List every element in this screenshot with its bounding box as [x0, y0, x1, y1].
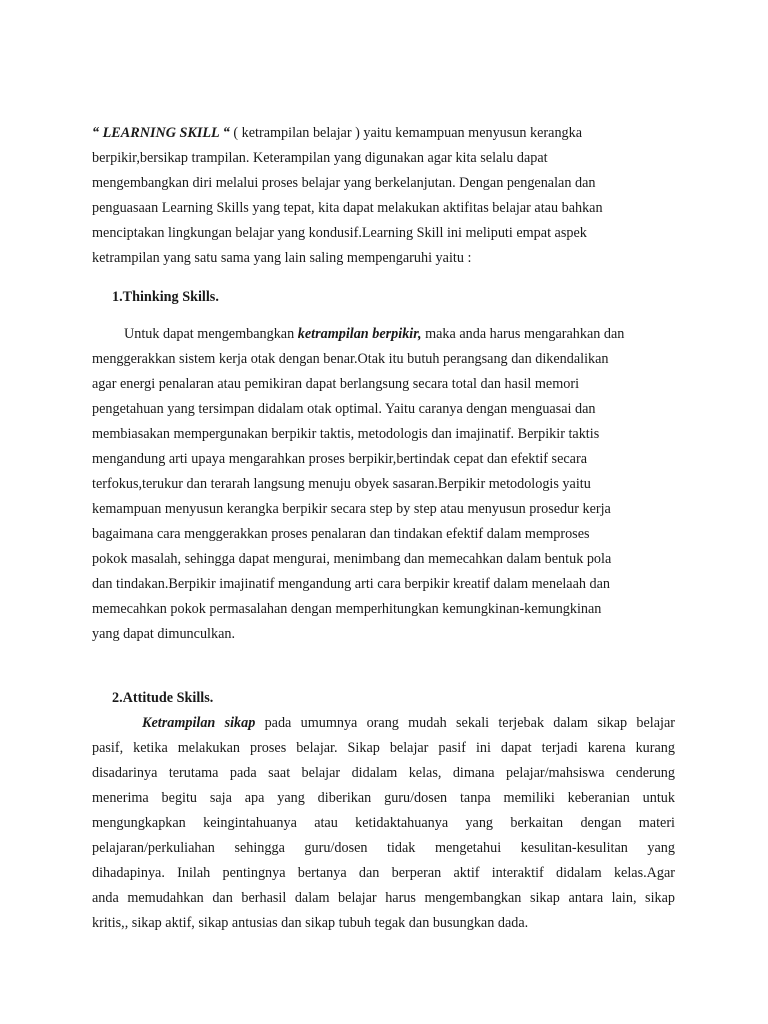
learning-skill-term: “ LEARNING SKILL “: [92, 125, 230, 141]
attitude-line-2: pasif, ketika melakukan proses belajar. Sikap belajar pasif ini dapat terjadi karena kurang: [92, 740, 675, 756]
attitude-line-5: mengungkapkan keingintahuanya atau ketidaktahuanya yang berkaitan dengan materi: [92, 815, 675, 831]
thinking-line-10: pokok masalah, sehingga dapat mengurai, menimbang dan memecahkan dalam bentuk pola: [92, 551, 612, 567]
thinking-line-12: memecahkan pokok permasalahan dengan memperhitungkan kemungkinan-kemungkinan: [92, 601, 602, 617]
ketrampilan-berpikir-emphasis: ketrampilan berpikir,: [297, 326, 422, 342]
intro-line-1: [92, 124, 582, 142]
thinking-line-5: membiasakan mempergunakan berpikir taktis, metodologis dan imajinatif. Berpikir taktis: [92, 426, 600, 442]
intro-line-2: berpikir,bersikap trampilan. Keterampilan yang digunakan agar kita selalu dapat: [92, 150, 548, 166]
attitude-line-3: disadarinya terutama pada saat belajar didalam kelas, dimana pelajar/mahsiswa cenderung: [92, 765, 675, 781]
thinking-line-1-end: maka anda harus mengarahkan dan: [421, 326, 625, 342]
thinking-line-1-start: Untuk dapat mengembangkan: [124, 326, 298, 342]
intro-line-6: ketrampilan yang satu sama yang lain saling mempengaruhi yaitu :: [92, 250, 472, 266]
attitude-line-9: kritis,, sikap aktif, sikap antusias dan sikap tubuh tegak dan busungkan dada.: [92, 915, 529, 931]
section-heading-attitude-skills: 2.Attitude Skills.: [112, 690, 214, 706]
thinking-line-9: bagaimana cara menggerakkan proses penalaran dan tindakan efektif dalam memproses: [92, 526, 590, 542]
thinking-line-7: terfokus,terukur dan terarah langsung menuju obyek sasaran.Berpikir metodologis yaitu: [92, 476, 591, 492]
thinking-line-6: mengandung arti upaya mengarahkan proses berpikir,bertindak cepat dan efektif secara: [92, 451, 587, 467]
thinking-line-1: [124, 325, 624, 343]
attitude-line-1-text: pada umumnya orang mudah sekali terjebak dalam sikap belajar: [255, 715, 675, 731]
thinking-line-3: agar energi penalaran atau pemikiran dapat berlangsung secara total dan hasil memori: [92, 376, 580, 392]
intro-line-5: menciptakan lingkungan belajar yang kondusif.Learning Skill ini meliputi empat aspek: [92, 225, 587, 241]
thinking-line-2: menggerakkan sistem kerja otak dengan benar.Otak itu butuh perangsang dan dikendalikan: [92, 351, 609, 367]
intro-line-1-text: ( ketrampilan belajar ) yaitu kemampuan menyusun kerangka: [229, 125, 583, 141]
attitude-line-8: anda memudahkan dan berhasil dalam belajar harus mengembangkan sikap antara lain, sikap: [92, 890, 675, 906]
thinking-line-4: pengetahuan yang tersimpan didalam otak optimal. Yaitu caranya dengan menguasai dan: [92, 401, 596, 417]
thinking-line-13: yang dapat dimunculkan.: [92, 626, 236, 642]
section-heading-thinking-skills: 1.Thinking Skills.: [112, 289, 219, 305]
thinking-line-8: kemampuan menyusun kerangka berpikir secara step by step atau menyusun prosedur kerja: [92, 501, 611, 517]
ketrampilan-sikap-emphasis: Ketrampilan sikap: [142, 715, 256, 731]
attitude-line-1: [142, 714, 675, 732]
intro-line-3: mengembangkan diri melalui proses belajar yang berkelanjutan. Dengan pengenalan dan: [92, 175, 596, 191]
intro-line-4: penguasaan Learning Skills yang tepat, kita dapat melakukan aktifitas belajar atau bahkan: [92, 200, 603, 216]
attitude-line-4: menerima begitu saja apa yang diberikan guru/dosen tanpa memiliki keberanian untuk: [92, 790, 675, 806]
attitude-line-6: pelajaran/perkuliahan sehingga guru/dosen tidak mengetahui kesulitan-kesulitan yang: [92, 840, 675, 856]
attitude-line-7: dihadapinya. Inilah pentingnya bertanya dan berperan aktif interaktif didalam kelas.Agar: [92, 865, 675, 881]
thinking-line-11: dan tindakan.Berpikir imajinatif mengandung arti cara berpikir kreatif dalam menelaah dan: [92, 576, 611, 592]
